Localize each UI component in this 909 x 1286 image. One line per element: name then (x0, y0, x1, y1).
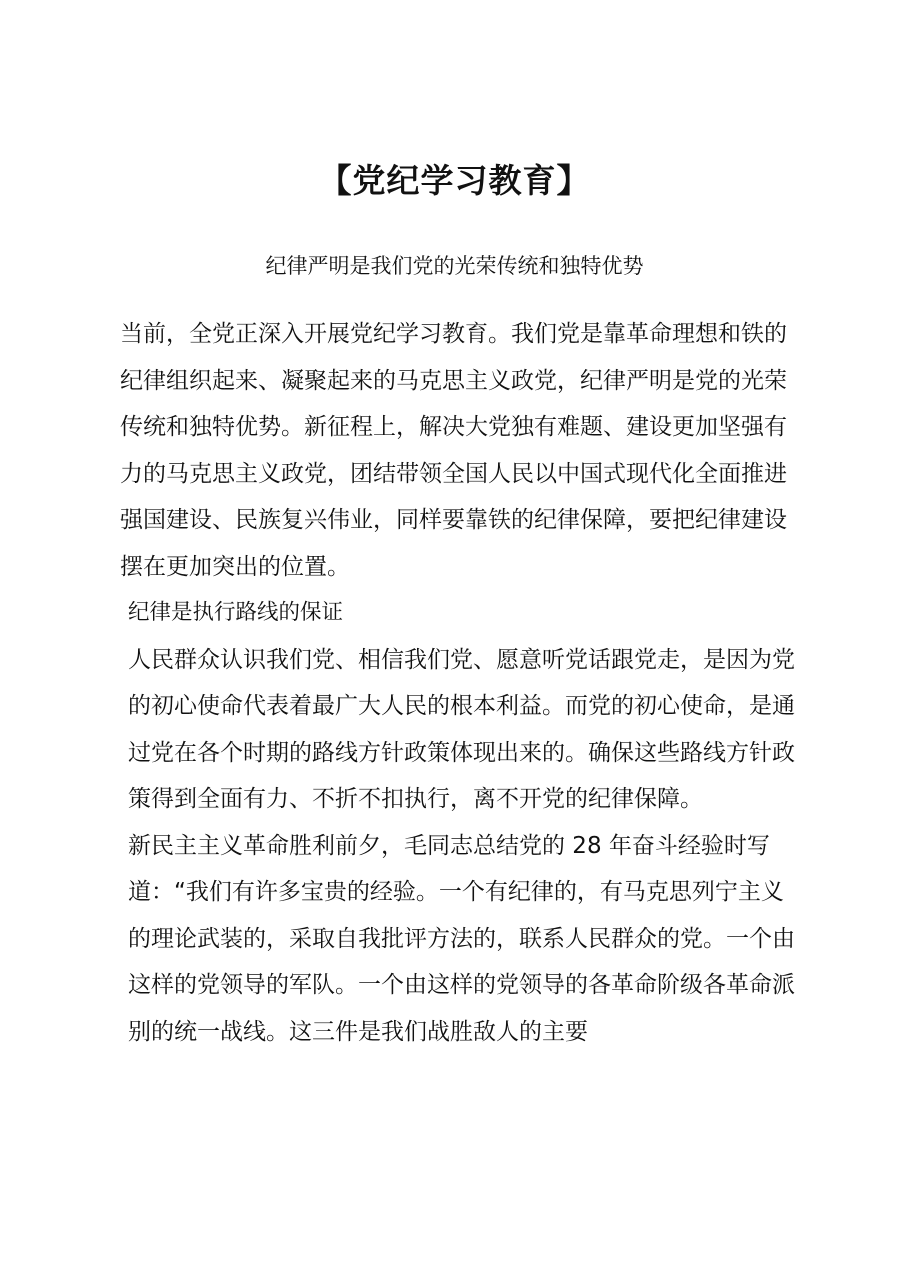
document-subtitle: 纪律严明是我们党的光荣传统和独特优势 (265, 254, 644, 278)
document-title: 【党纪学习教育】 (318, 161, 591, 200)
paragraph-quote: 新民主主义革命胜利前夕，毛同志总结党的 28 年奋斗经验时写道：“我们有许多宝贵的经验。一个有纪律的，有马克思列宁主义的理论武装的，采取自我批评方法的，联系人民群众的党。一个由这样的党领导的军队。一个由这样的党领导的各革命阶级各革命派别的统一战线。这三件是我们战胜敌人的主要 (128, 832, 795, 1045)
section-heading: 纪律是执行路线的保证 (128, 600, 344, 625)
paragraph-body: 人民群众认识我们党、相信我们党、愿意听党话跟党走，是因为党的初心使命代表着最广大人民的根本利益。而党的初心使命，是通过党在各个时期的路线方针政策体现出来的。确保这些路线方针政策得到全面有力、不折不扣执行，离不开党的纪律保障。 (128, 646, 795, 812)
paragraph-intro: 当前，全党正深入开展党纪学习教育。我们党是靠革命理想和铁的纪律组织起来、凝聚起来的马克思主义政党，纪律严明是党的光荣传统和独特优势。新征程上，解决大党独有难题、建设更加坚强有力的马克思主义政党，团结带领全国人民以中国式现代化全面推进强国建设、民族复兴伟业，同样要靠铁的纪律保障，要把纪律建设摆在更加突出的位置。 (120, 321, 787, 580)
document-body (120, 311, 800, 1055)
